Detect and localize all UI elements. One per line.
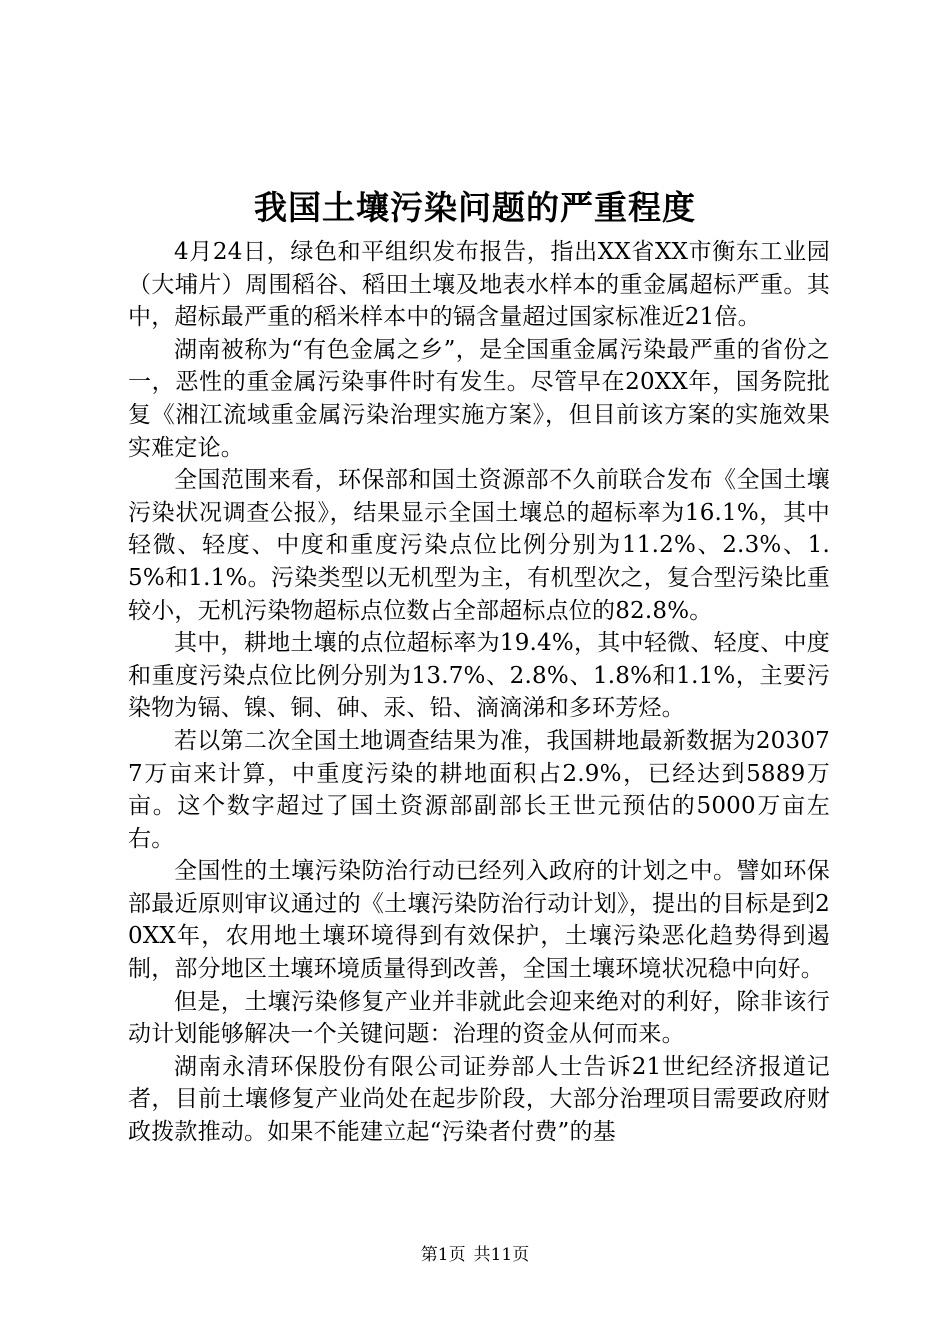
paragraph: 湖南被称为“有色金属之乡”，是全国重金属污染最严重的省份之一，恶性的重金属污染事件时有发生。尽管早在20XX年，国务院批复《湘江流域重金属污染治理实施方案》，但目前该方案的实施效果实难定论。 [128, 336, 830, 461]
paragraph: 4月24日，绿色和平组织发布报告，指出XX省XX市衡东工业园（大埔片）周围稻谷、稻田土壤及地表水样本的重金属超标严重。其中，超标最严重的稻米样本中的镉含量超过国家标准近21倍。 [128, 239, 830, 331]
document-title: 我国土壤污染问题的严重程度 [254, 188, 696, 227]
paragraph: 湖南永清环保股份有限公司证券部人士告诉21世纪经济报道记者，目前土壤修复产业尚处在起步阶段，大部分治理项目需要政府财政拨款推动。如果不能建立起“污染者付费”的基 [128, 1053, 830, 1146]
paragraph: 全国范围来看，环保部和国土资源部不久前联合发布《全国土壤污染状况调查公报》，结果显示全国土壤总的超标率为16.1%，其中轻微、轻度、中度和重度污染点位比例分别为11.2%、2.3%、1.5%和1.1%。污染类型以无机型为主，有机型次之，复合型污染比重较小，无机污染物超标点位数占全部超标点位的82.8%。 [128, 467, 830, 624]
paragraph: 其中，耕地土壤的点位超标率为19.4%，其中轻微、轻度、中度和重度污染点位比例分别为13.7%、2.8%、1.8%和1.1%，主要污染物为镉、镍、铜、砷、汞、铅、滴滴涕和多环芳烃。 [128, 630, 830, 722]
page-number: 第1页 [420, 1245, 466, 1265]
document-body [128, 236, 830, 1149]
paragraph: 全国性的土壤污染防治行动已经列入政府的计划之中。譬如环保部最近原则审议通过的《土壤污染防治行动计划》，提出的目标是到20XX年，农用地土壤环境得到有效保护，土壤污染恶化趋势得到遏制，部分地区土壤环境质量得到改善，全国土壤环境状况稳中向好。 [128, 858, 830, 983]
page-footer [0, 1244, 950, 1266]
paragraph: 但是，土壤污染修复产业并非就此会迎来绝对的利好，除非该行动计划能够解决一个关键问题：治理的资金从何而来。 [128, 988, 830, 1048]
paragraph: 若以第二次全国土地调查结果为准，我国耕地最新数据为203077万亩来计算，中重度污染的耕地面积占2.9%，已经达到5889万亩。这个数字超过了国土资源部副部长王世元预估的5000万亩左右。 [128, 727, 830, 852]
page-total: 共11页 [473, 1245, 530, 1265]
